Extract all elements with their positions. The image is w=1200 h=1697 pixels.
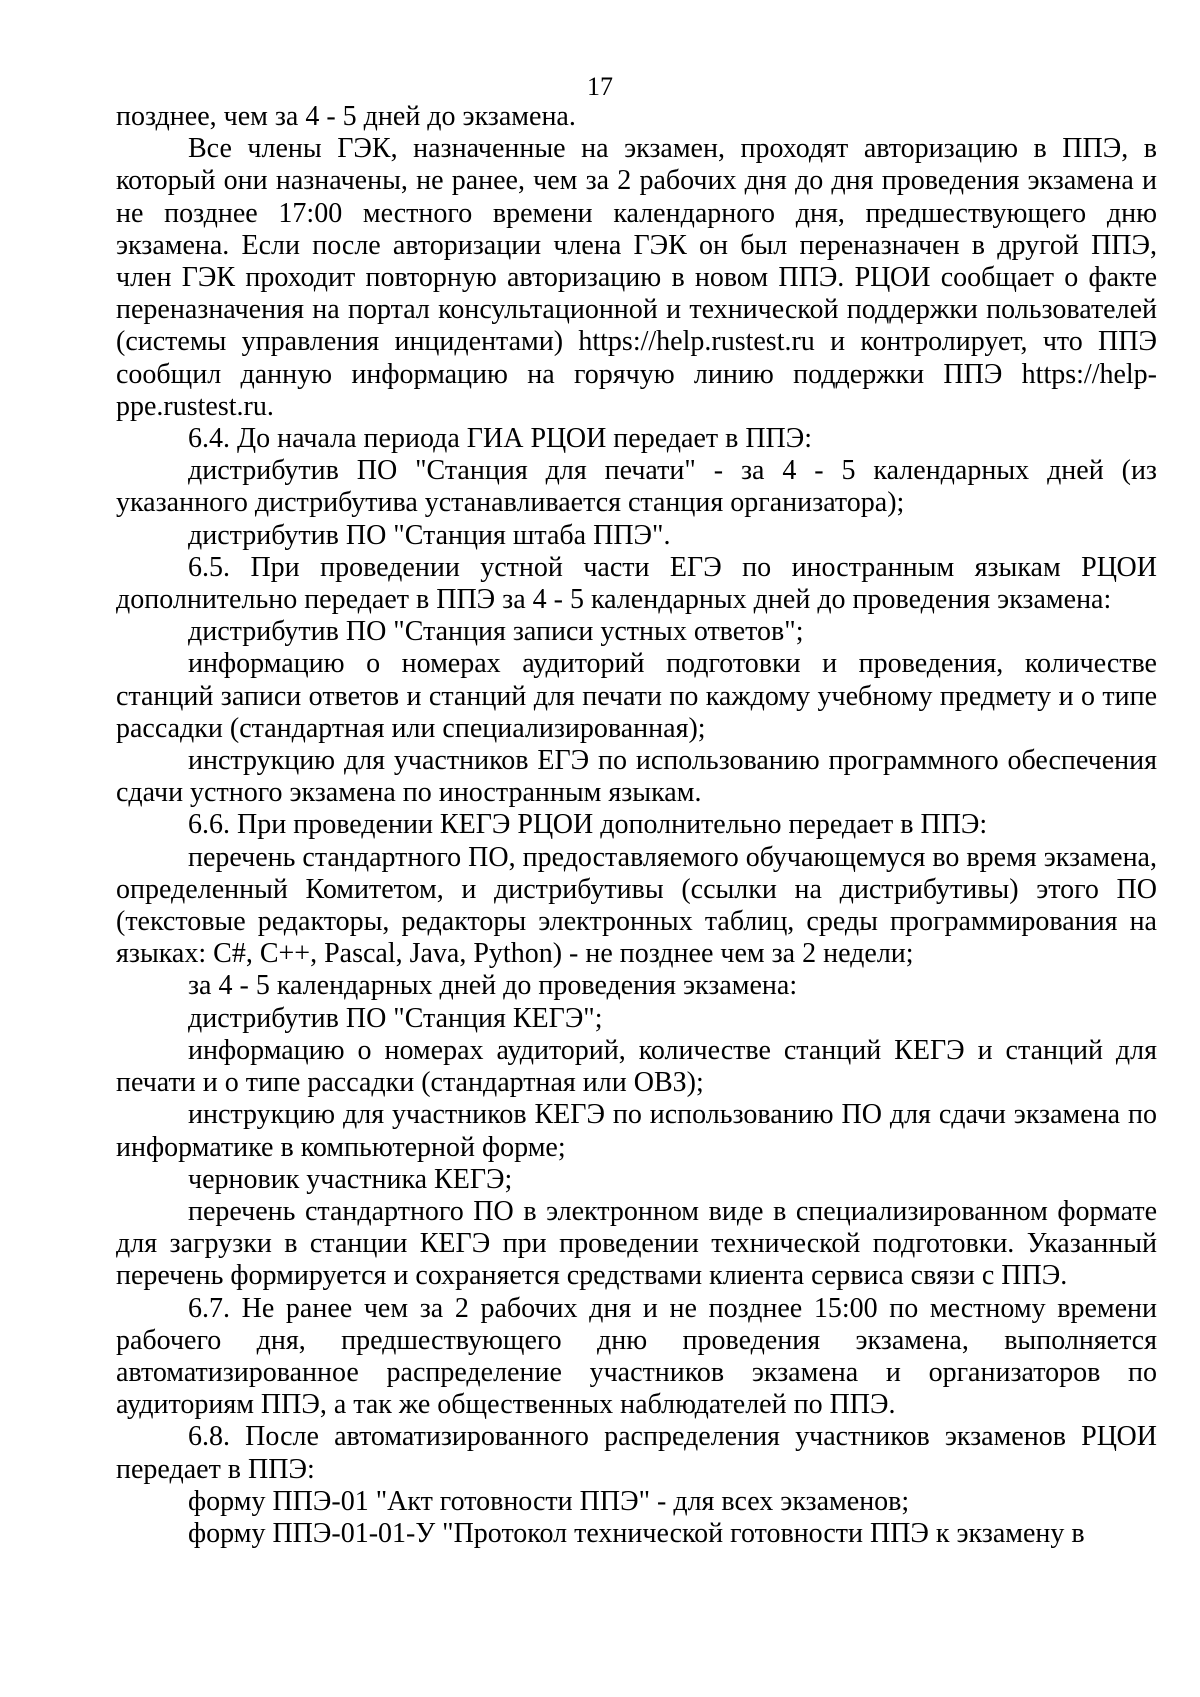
paragraph-6-4: 6.4. До начала периода ГИА РЦОИ передает в ППЭ: (188, 423, 813, 455)
document-body (116, 101, 1157, 1550)
list-item-kege-station: дистрибутив ПО "Станция КЕГЭ"; (188, 1002, 603, 1034)
list-item-room-info: информацию о номерах аудиторий подготовки и проведения, количестве станций записи ответов и станций для печати по каждому учебному предмету и о типе рассадки (стандартная или специализированная); (116, 648, 1157, 744)
list-item-oral-instruction: инструкцию для участников ЕГЭ по использованию программного обеспечения сдачи устного экзамена по иностранным языкам. (116, 745, 1157, 809)
list-item-print-station: дистрибутив ПО "Станция для печати" - за 4 - 5 календарных дней (из указанного дистрибутива устанавливается станция организатора); (116, 455, 1157, 519)
list-item-form-ppe-01-01-u: форму ППЭ-01-01-У "Протокол технической готовности ППЭ к экзамену в (188, 1517, 1085, 1549)
paragraph-6-8: 6.8. После автоматизированного распределения участников экзаменов РЦОИ передает в ППЭ: (116, 1421, 1157, 1485)
paragraph-continuation: позднее, чем за 4 - 5 дней до экзамена. (116, 101, 576, 132)
list-item-kege-instruction: инструкцию для участников КЕГЭ по использованию ПО для сдачи экзамена по информатике в компьютерной форме; (116, 1099, 1157, 1163)
list-item-software-list: перечень стандартного ПО в электронном виде в специализированном формате для загрузки в станции КЕГЭ при проведении технической подготовки. Указанный перечень формируется и сохраняется средствами клиента сервиса связи с ППЭ. (116, 1195, 1157, 1292)
paragraph-6-5: 6.5. При проведении устной части ЕГЭ по иностранным языкам РЦОИ дополнительно передает в ППЭ за 4 - 5 календарных дней до проведения экзамена: (116, 551, 1157, 616)
list-item-deadline: за 4 - 5 календарных дней до проведения экзамена: (188, 970, 798, 1002)
list-item-form-ppe-01: форму ППЭ-01 "Акт готовности ППЭ" - для всех экзаменов; (188, 1485, 910, 1517)
list-item-kege-draft: черновик участника КЕГЭ; (188, 1163, 513, 1195)
paragraph-6-7: 6.7. Не ранее чем за 2 рабочих дня и не позднее 15:00 по местному времени рабочего дня, предшествующего дню проведения экзамена, выполняется автоматизированное распределение участников экзамена и организаторов по аудиториям ППЭ, а так же общественных наблюдателей по ППЭ. (116, 1292, 1157, 1421)
list-item-oral-station: дистрибутив ПО "Станция записи устных ответов"; (188, 616, 804, 648)
list-item-kege-room-info: информацию о номерах аудиторий, количестве станций КЕГЭ и станций для печати и о типе рассадки (стандартная или ОВЗ); (116, 1034, 1157, 1099)
paragraph-gek-authorization: Все члены ГЭК, назначенные на экзамен, проходят авторизацию в ППЭ, в который они назначены, не ранее, чем за 2 рабочих дня до дня проведения экзамена и не позднее 17:00 местного времени календарного дня, предшествующего дню экзамена. Если после авторизации члена ГЭК он был переназначен в другой ППЭ, член ГЭК проходит повторную авторизацию в новом ППЭ. РЦОИ сообщает о факте переназначения на портал консультационной и технической поддержки пользователей (системы управления инцидентами) https://help.rustest.ru и контролирует, что ППЭ сообщил данную информацию на горячую линию поддержки ППЭ https://help-ppe.rustest.ru. (116, 133, 1157, 422)
page-number: 17 (587, 72, 613, 101)
paragraph-6-6: 6.6. При проведении КЕГЭ РЦОИ дополнительно передает в ППЭ: (188, 809, 988, 841)
list-item-standard-software: перечень стандартного ПО, предоставляемого обучающемуся во время экзамена, определенный Комитетом, и дистрибутивы (ссылки на дистрибутивы) этого ПО (текстовые редакторы, редакторы электронных таблиц, среды программирования на языках: C#, C++, Pascal, Java, Python) - не позднее чем за 2 недели; (116, 841, 1157, 970)
list-item-hq-station: дистрибутив ПО "Станция штаба ППЭ". (188, 519, 671, 551)
